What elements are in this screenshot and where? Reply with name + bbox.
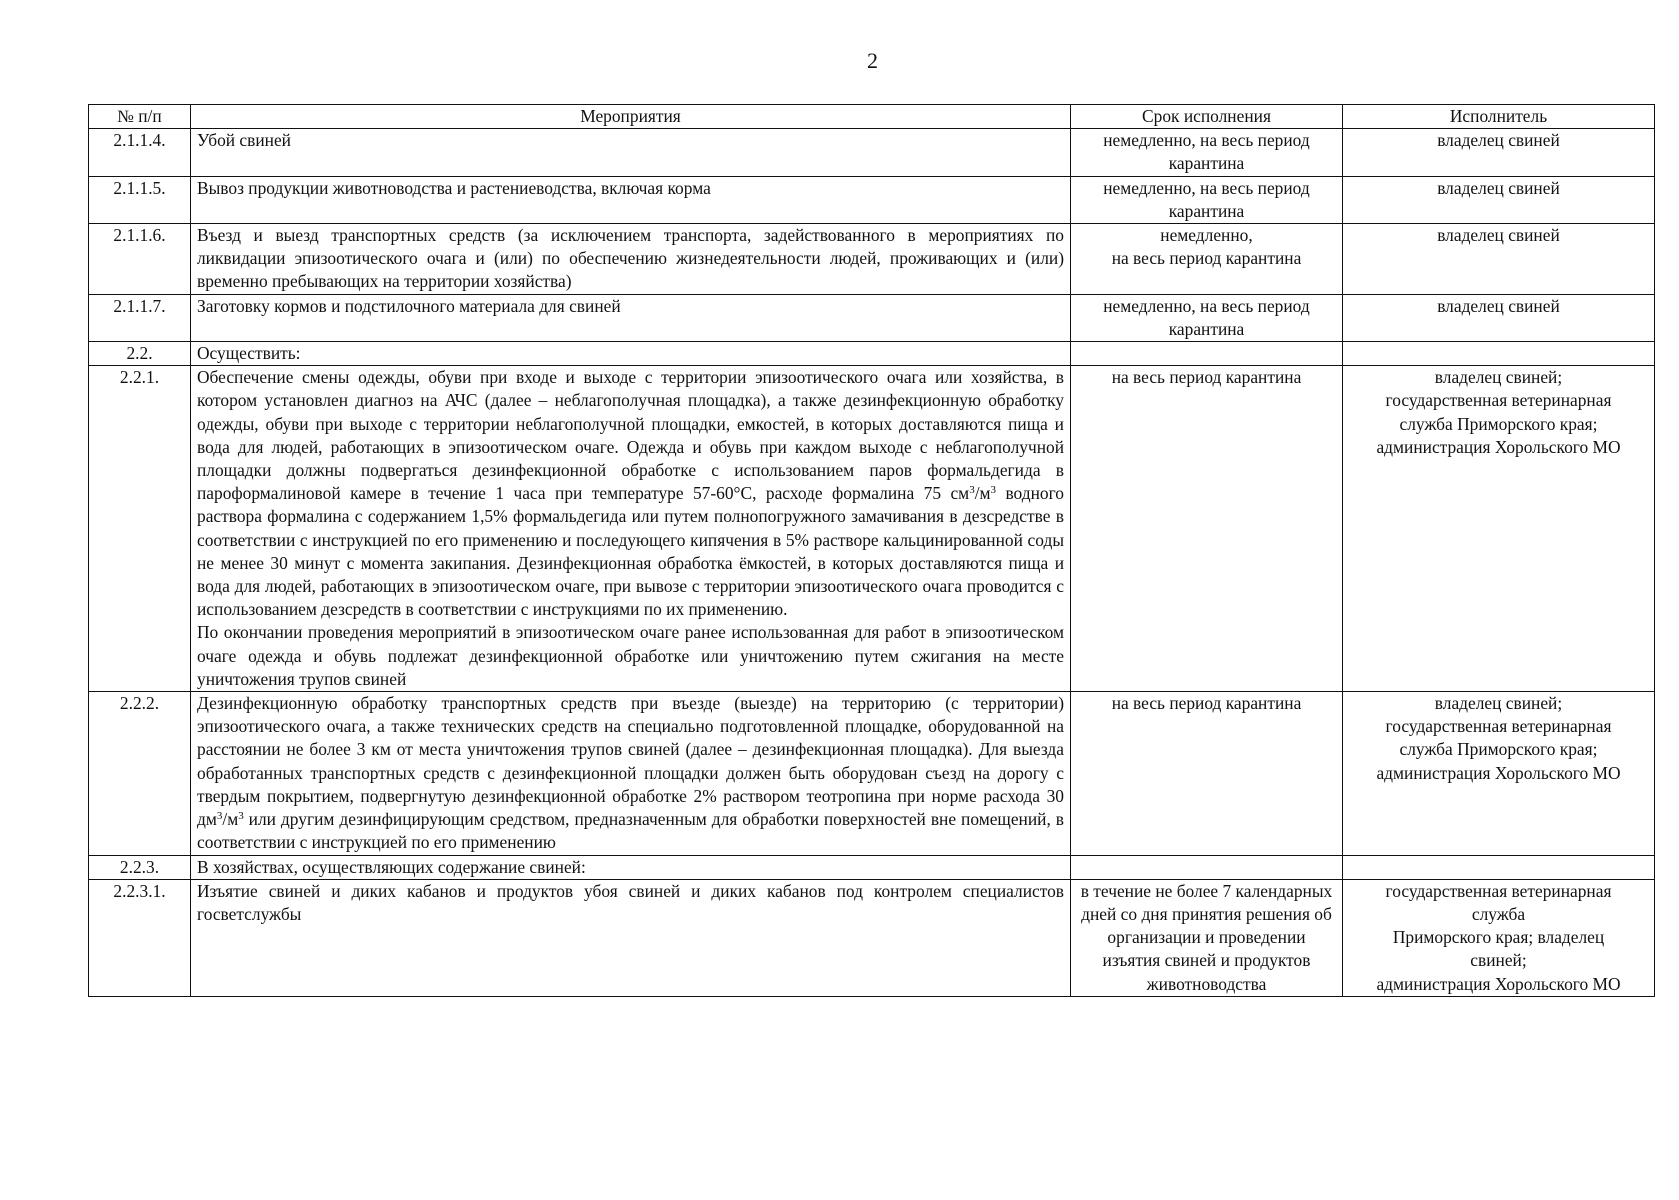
row-activity — [191, 879, 1071, 996]
row-activity — [191, 692, 1071, 855]
row-activity: Осуществить: — [191, 342, 1071, 366]
superscript: 3 — [990, 484, 997, 497]
row-term: на весь период карантина — [1071, 366, 1343, 692]
superscript: 3 — [238, 810, 244, 823]
row-term — [1071, 855, 1343, 879]
executor-line: администрация Хорольского МО — [1376, 973, 1621, 994]
row-num: 2.2.2. — [89, 692, 191, 855]
row-num: 2.1.1.6. — [89, 224, 191, 295]
row-term-line: немедленно, — [1160, 225, 1253, 246]
row-executor — [1343, 855, 1655, 879]
text-segment: водного раствора формалина с содержанием 1,5% формальдегида или путем полнопогружного замачивания в дезсредстве в соответствии с инструкцией по его применению и последующего кипячения в 5% растворе кальцинированной соды не менее 30 минут с момента закипания. Дезинфекционная обработка ёмкостей, в которых доставляются пища и вода для людей, работающих в эпизоотическом очаге, при вывозе с территории эпизоотического очага проводится с использованием дезсредств в соответствии с инструкциями по их применению. — [197, 483, 1064, 620]
row-executor — [1343, 366, 1655, 692]
header-term: Срок исполнения — [1071, 105, 1343, 129]
table-row — [89, 879, 1655, 996]
row-term: на весь период карантина — [1071, 692, 1343, 855]
row-executor: владелец свиней — [1343, 224, 1655, 295]
row-activity — [191, 366, 1071, 692]
table-row — [89, 366, 1655, 692]
page-number: 2 — [867, 48, 878, 73]
text-segment: /м — [222, 809, 239, 830]
row-activity-paragraph — [197, 366, 1064, 621]
row-num: 2.1.1.5. — [89, 176, 191, 223]
row-executor: владелец свиней — [1343, 176, 1655, 223]
executor-line: служба Приморского края; — [1399, 739, 1598, 760]
row-activity: Заготовку кормов и подстилочного материала для свиней — [191, 294, 1071, 341]
executor-line: служба — [1471, 903, 1526, 924]
row-term: немедленно, на весь период карантина — [1071, 294, 1343, 341]
executor-line: администрация Хорольского МО — [1376, 436, 1621, 457]
executor-line: государственная ветеринарная — [1385, 716, 1612, 737]
row-num: 2.2.1. — [89, 366, 191, 692]
row-executor: владелец свиней — [1343, 294, 1655, 341]
executor-line: государственная ветеринарная — [1385, 390, 1612, 411]
table-row — [89, 692, 1655, 855]
measures-table — [88, 104, 1655, 997]
row-activity: Вывоз продукции животноводства и растениеводства, включая корма — [191, 176, 1071, 223]
row-executor — [1343, 692, 1655, 855]
row-term: в течение не более 7 календарных дней со дня принятия решения об организации и проведении изъятия свиней и продуктов животноводства — [1071, 879, 1343, 996]
row-term — [1071, 224, 1343, 295]
header-activity: Мероприятия — [191, 105, 1071, 129]
executor-line: администрация Хорольского МО — [1376, 762, 1621, 783]
table-row — [89, 176, 1655, 223]
text-segment: Обеспечение смены одежды, обуви при входе и выходе с территории эпизоотического очага или хозяйства, в котором установлен диагноз на АЧС (далее – неблагополучная площадка), а также дезинфекционную обработку одежды, обуви при выходе с территории неблагополучной площадки, емкостей, в которых доставляются пища и вода для людей, работающих в эпизоотическом очаге. Одежда и обувь при каждом выходе с неблагополучной площадки должны подвергаться дезинфекционной обработке с использованием паров формальдегида в пароформалиновой камере в течение 1 часа при температуре 57-60°С, расходе формалина 75 см — [197, 367, 1064, 504]
header-num: № п/п — [89, 105, 191, 129]
table-row — [89, 342, 1655, 366]
table-row — [89, 129, 1655, 176]
row-num: 2.2.3. — [89, 855, 191, 879]
row-executor: владелец свиней — [1343, 129, 1655, 176]
text-segment: или другим дезинфицирующим средством, предназначенным для обработки поверхностей вне помещений, в соответствии с инструкцией по его применению — [197, 809, 1064, 853]
table-row — [89, 294, 1655, 341]
table-row — [89, 224, 1655, 295]
row-activity-text: Изъятие свиней и диких кабанов и продуктов убоя свиней и диких кабанов под контролем специалистов госветслужбы — [197, 880, 1064, 924]
row-num: 2.2.3.1. — [89, 879, 191, 996]
superscript: 3 — [969, 484, 975, 497]
row-activity-text: Въезд и выезд транспортных средств (за исключением транспорта, задействованного в мероприятиях по ликвидации эпизоотического очага и (или) по обеспечению жизнедеятельности людей, проживающих и (или) временно пребывающих на территории хозяйства) — [197, 225, 1064, 292]
text-segment: /м — [974, 483, 991, 504]
superscript: 3 — [216, 810, 223, 823]
executor-line: служба Приморского края; — [1399, 413, 1598, 434]
row-activity-paragraph: По окончании проведения мероприятий в эпизоотическом очаге ранее использованная для работ в эпизоотическом очаге одежда и обувь подлежат дезинфекционной обработке или уничтожению путем сжигания на месте уничтожения трупов свиней — [197, 622, 1064, 689]
executor-line: Приморского края; владелец — [1392, 927, 1605, 948]
row-activity: Убой свиней — [191, 129, 1071, 176]
row-term — [1071, 342, 1343, 366]
executor-line: свиней; — [1470, 950, 1527, 971]
executor-line: владелец свиней; — [1434, 367, 1563, 388]
row-term-line: на весь период карантина — [1111, 248, 1302, 269]
row-num: 2.2. — [89, 342, 191, 366]
row-executor — [1343, 342, 1655, 366]
text-segment: Дезинфекционную обработку транспортных средств при въезде (выезде) на территорию (с территории) эпизоотического очага, а также технических средств на специально подготовленной площадке, оборудованной на расстоянии не более 3 км от места уничтожения трупов свиней (далее – дезинфекционная площадка). Для выезда обработанных транспортных средств с дезинфекционной площадки должен быть оборудован съезд на дорогу с твердым покрытием, подвергнутую дезинфекционной обработке 2% раствором теотропина при норме расхода 30 дм — [197, 693, 1064, 830]
row-activity — [191, 224, 1071, 295]
row-activity-paragraph — [197, 692, 1064, 854]
table-header-row — [89, 105, 1655, 129]
executor-line: владелец свиней; — [1434, 693, 1563, 714]
row-num: 2.1.1.4. — [89, 129, 191, 176]
header-executor: Исполнитель — [1343, 105, 1655, 129]
row-num: 2.1.1.7. — [89, 294, 191, 341]
row-term: немедленно, на весь период карантина — [1071, 176, 1343, 223]
row-executor — [1343, 879, 1655, 996]
row-activity: В хозяйствах, осуществляющих содержание свиней: — [191, 855, 1071, 879]
table-row — [89, 855, 1655, 879]
row-term: немедленно, на весь период карантина — [1071, 129, 1343, 176]
executor-line: государственная ветеринарная — [1385, 880, 1612, 901]
